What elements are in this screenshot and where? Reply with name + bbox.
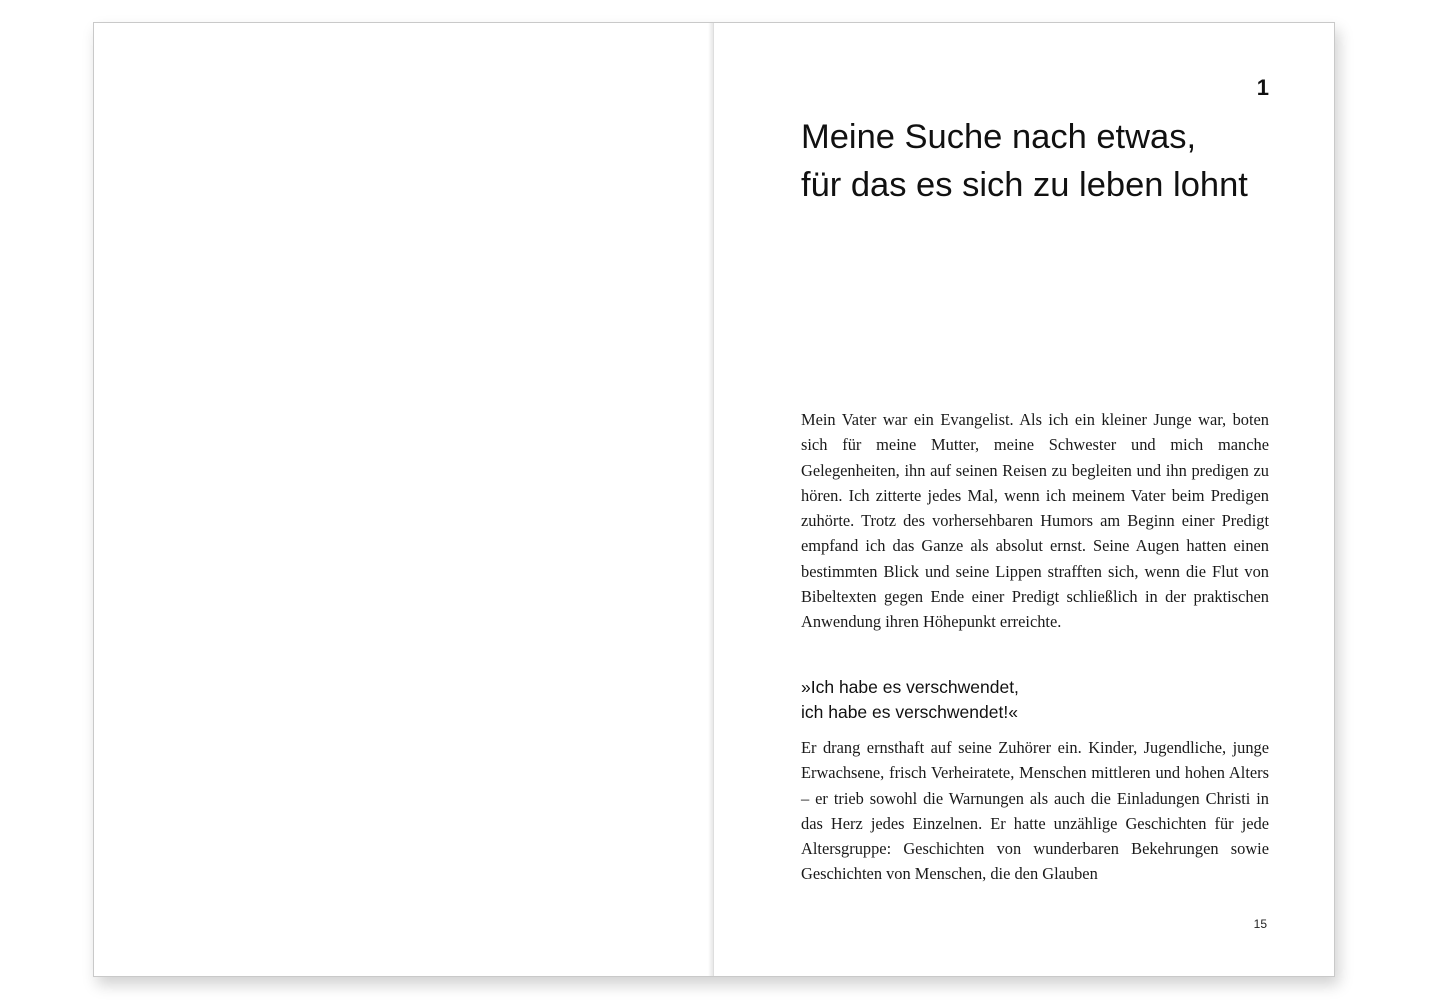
- left-page-blank: [94, 23, 714, 976]
- subheading-line: »Ich habe es verschwendet,: [801, 677, 1019, 697]
- subheading-line: ich habe es verschwendet!«: [801, 702, 1018, 722]
- chapter-number: 1: [1256, 75, 1269, 100]
- book-spread: [93, 22, 1335, 977]
- chapter-title: [801, 113, 1281, 209]
- body-paragraph-1: Mein Vater war ein Evangelist. Als ich ein kleiner Junge war, boten sich für meine Mutter, meine Schwester und mich manche Gelegenheiten, ihn auf seinen Reisen zu begleiten und ihn predigen zu hören. Ich zitterte jedes Mal, wenn ich meinem Vater beim Predigen zuhörte. Trotz des vorhersehbaren Humors am Beginn einer Predigt empfand ich das Ganze als absolut ernst. Seine Augen hatten einen bestimmten Blick und seine Lippen strafften sich, wenn die Flut von Bibeltexten gegen Ende einer Predigt schließlich in der praktischen Anwendung ihren Höhepunkt erreichte.: [801, 410, 1269, 632]
- chapter-title-line: Meine Suche nach etwas,: [801, 118, 1197, 156]
- right-page: [714, 23, 1334, 976]
- section-subheading: [801, 675, 1269, 725]
- body-paragraph-2: Er drang ernsthaft auf seine Zuhörer ein. Kinder, Jugendliche, junge Erwachsene, frisch Verheiratete, Menschen mittleren und hohen Alters – er trieb sowohl die Warnungen als auch die Einladungen Christi in das Herz jedes Einzelnen. Er hatte unzählige Geschichten für jede Altersgruppe: Geschichten von wunderbaren Bekehrungen sowie Geschichten von Menschen, die den Glauben: [801, 738, 1269, 884]
- page-number: 15: [1253, 917, 1267, 931]
- chapter-title-line: für das es sich zu leben lohnt: [801, 166, 1248, 204]
